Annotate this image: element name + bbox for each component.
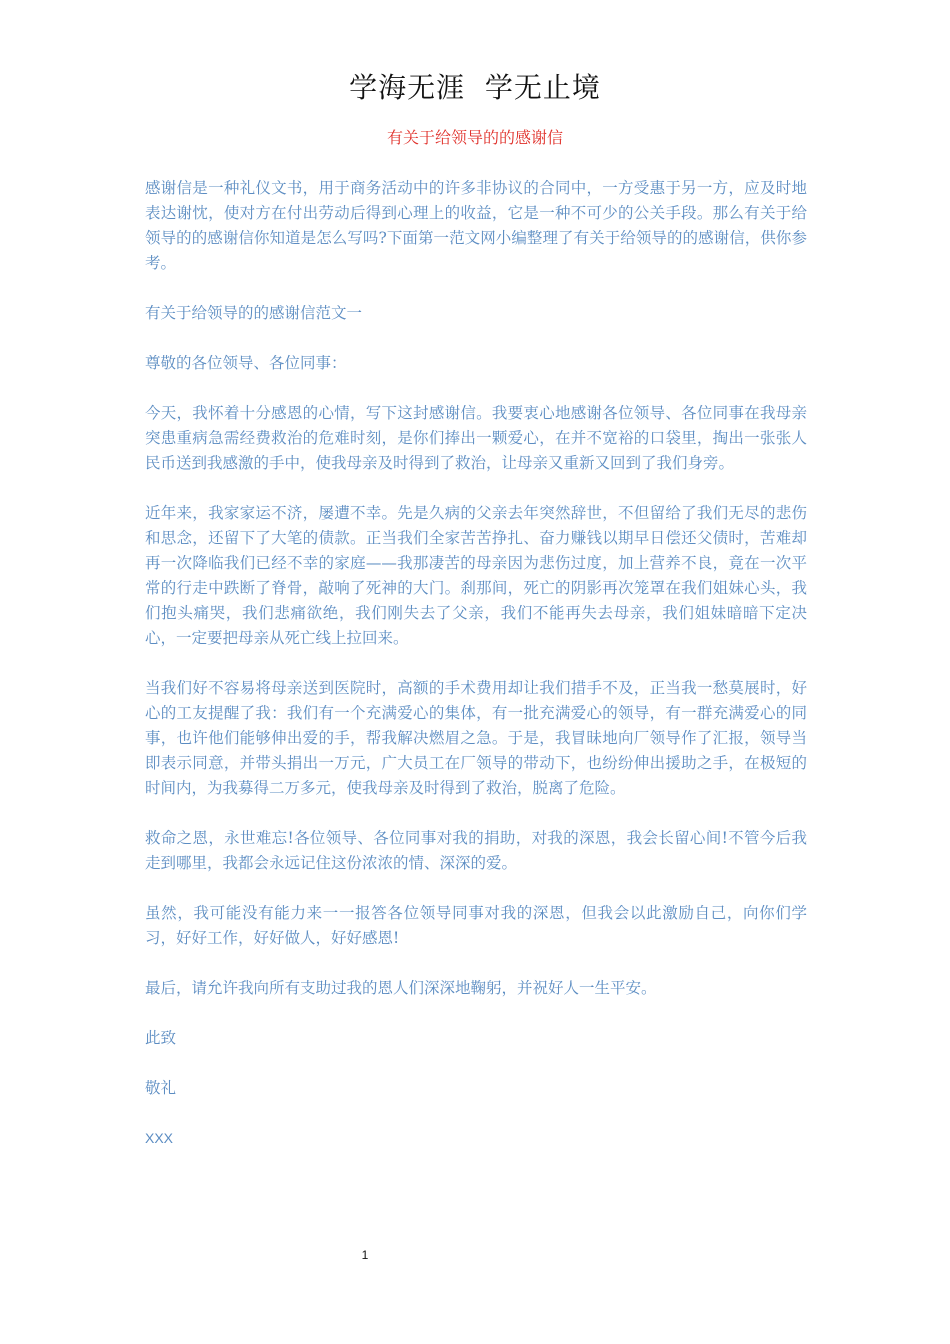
- intro-paragraph: 感谢信是一种礼仪文书，用于商务活动中的许多非协议的合同中，一方受惠于另一方，应及时地表达谢忱，使对方在付出劳动后得到心理上的收益，它是一种不可少的公关手段。那么有关于给领导的的感谢信你知道是怎么写吗?下面第一范文网小编整理了有关于给领导的的感谢信，供你参考。: [145, 179, 807, 272]
- closing-paragraph: 最后，请允许我向所有支助过我的恩人们深深地鞠躬，并祝好人一生平安。: [145, 979, 657, 997]
- salutation: 尊敬的各位领导、各位同事：: [145, 354, 347, 372]
- body-paragraph: 救命之恩，永世难忘!各位领导、各位同事对我的捐助，对我的深恩，我会长留心间!不管今后我走到哪里，我都会永远记住这份浓浓的情、深深的爱。: [145, 829, 807, 872]
- body-paragraph: 当我们好不容易将母亲送到医院时，高额的手术费用却让我们措手不及，正当我一愁莫展时，好心的工友提醒了我：我们有一个充满爱心的集体，有一批充满爱心的领导，有一群充满爱心的同事，也许他们能够伸出爱的手，帮我解决燃眉之急。于是，我冒昧地向厂领导作了汇报，领导当即表示同意，并带头捐出一万元，广大员工在厂领导的带动下，也纷纷伸出援助之手，在极短的时间内，为我募得二万多元，使我母亲及时得到了救治，脱离了危险。: [145, 679, 807, 797]
- body-paragraph: 虽然，我可能没有能力来一一报答各位领导同事对我的深恩，但我会以此激励自己，向你们学习，好好工作，好好做人，好好感恩!: [145, 904, 807, 947]
- closing-phrase: 此致: [145, 1029, 177, 1047]
- header-title: 学海无涯 学无止境: [349, 71, 601, 104]
- body-paragraph: 今天，我怀着十分感恩的心情，写下这封感谢信。我要衷心地感谢各位领导、各位同事在我母亲突患重病急需经费救治的危难时刻，是你们捧出一颗爱心，在并不宽裕的口袋里，掏出一张张人民币送到我感激的手中，使我母亲及时得到了救治，让母亲又重新又回到了我们身旁。: [145, 404, 807, 472]
- body-paragraph: 近年来，我家家运不济，屡遭不幸。先是久病的父亲去年突然辞世，不但留给了我们无尽的悲伤和思念，还留下了大笔的债款。正当我们全家苦苦挣扎、奋力赚钱以期早日偿还父债时，苦难却再一次降临我们已经不幸的家庭——我那凄苦的母亲因为悲伤过度，加上营养不良，竟在一次平常的行走中跌断了脊骨，敲响了死神的大门。刹那间，死亡的阴影再次笼罩在我们姐妹心头，我们抱头痛哭，我们悲痛欲绝，我们刚失去了父亲，我们不能再失去母亲，我们姐妹暗暗下定决心，一定要把母亲从死亡线上拉回来。: [145, 504, 807, 647]
- closing-salute: 敬礼: [145, 1079, 177, 1097]
- section-heading: 有关于给领导的的感谢信范文一: [145, 304, 363, 322]
- signature: XXX: [145, 1130, 174, 1146]
- page-number: 1: [361, 1248, 369, 1262]
- document-title: 有关于给领导的的感谢信: [386, 128, 563, 147]
- document-body: [145, 176, 807, 1176]
